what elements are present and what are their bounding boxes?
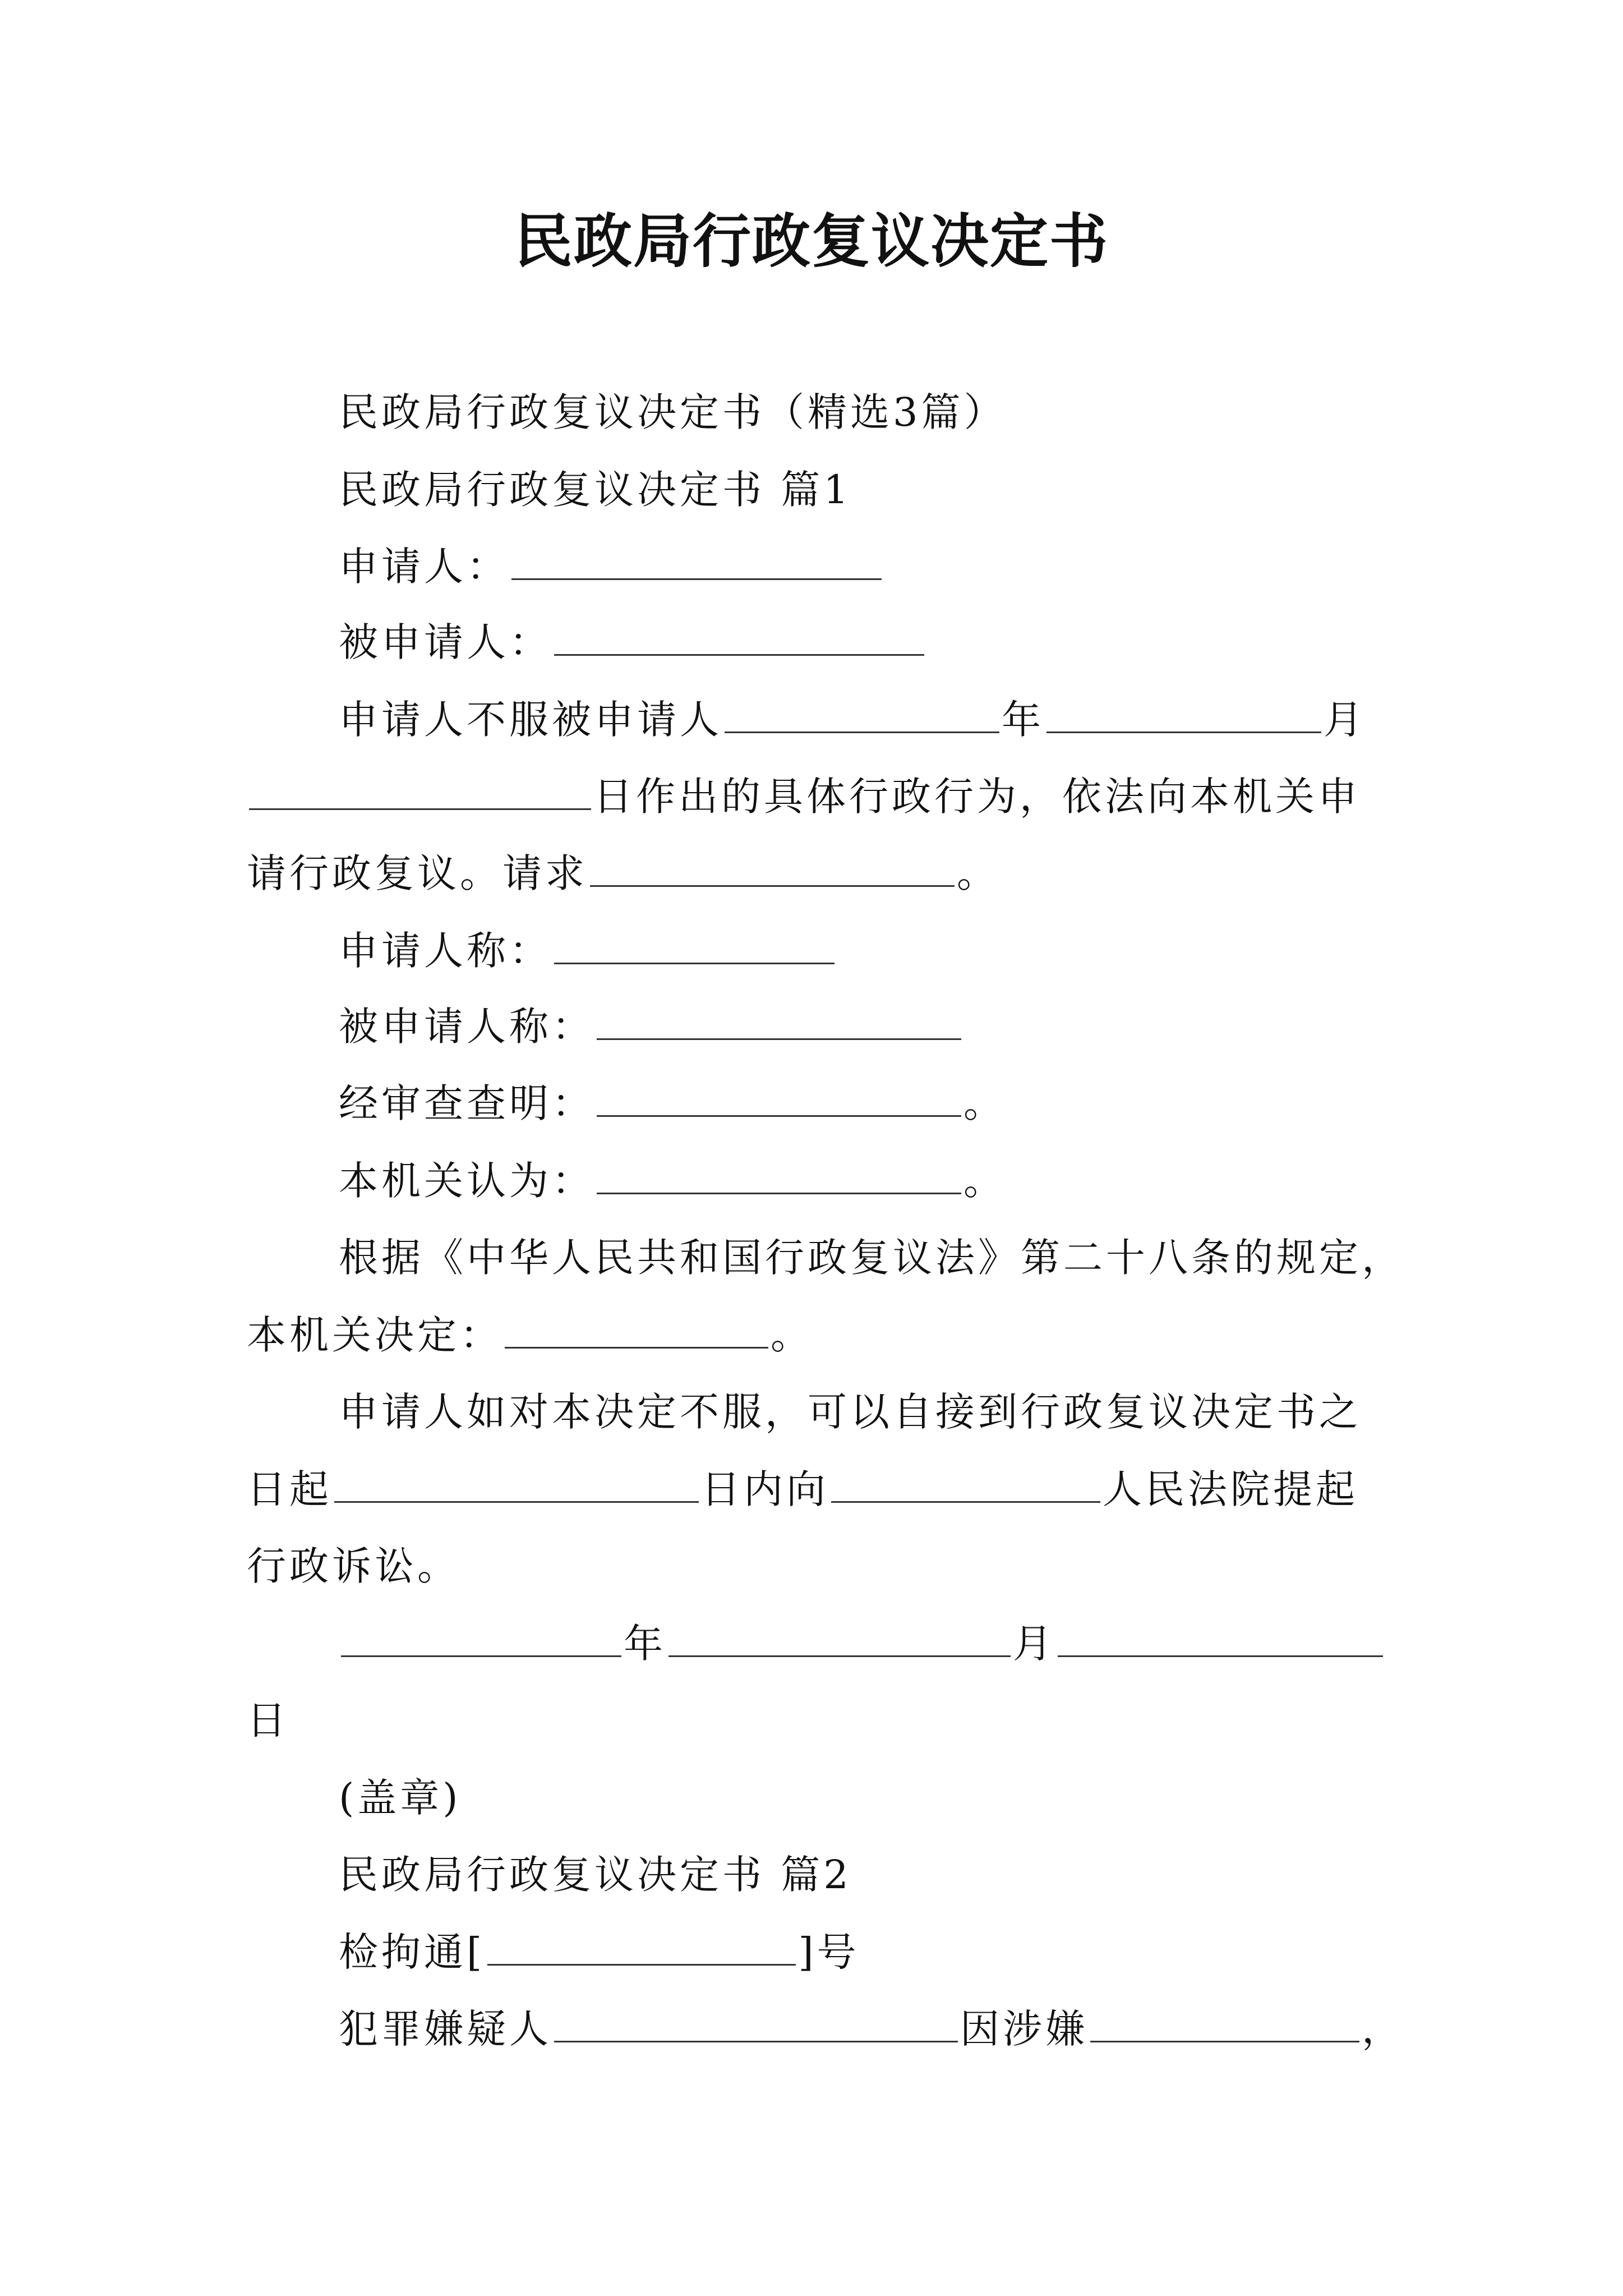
appeal-line3	[247, 1535, 460, 1597]
applicant-name-line	[339, 920, 837, 982]
para1-line2	[247, 766, 1361, 827]
date-month-blank	[668, 1621, 1011, 1657]
appeal-line1	[339, 1381, 1362, 1443]
suspect-name-blank	[554, 2006, 958, 2042]
part2-heading-text: 民政局行政复议决定书 篇2	[339, 1852, 852, 1898]
date-day-label: 日	[247, 1697, 289, 1743]
comma-mark: ，	[1362, 2006, 1404, 2052]
intro-line	[339, 381, 1007, 443]
basis-line1	[339, 1227, 1404, 1289]
date-line	[339, 1613, 1385, 1674]
year-label: 年	[1002, 697, 1044, 743]
respondent-line	[339, 611, 926, 673]
review-label: 经审查查明：	[339, 1080, 594, 1126]
request-blank	[590, 850, 955, 887]
period-mark: 。	[771, 1312, 813, 1358]
date-year-label: 年	[624, 1621, 666, 1667]
days-blank	[334, 1466, 699, 1503]
basis-text-a: 根据《中华人民共和国行政复议法》第二十八条的规定，	[339, 1235, 1404, 1281]
opinion-blank	[597, 1158, 961, 1194]
date-year-blank	[341, 1621, 621, 1657]
detention-text-b: ]号	[798, 1929, 860, 1975]
suspect-text-b: 因涉嫌	[960, 2006, 1088, 2052]
date-day-blank	[1058, 1621, 1383, 1657]
period-mark: 。	[957, 850, 999, 896]
decision-blank	[505, 1312, 768, 1349]
para1-text-a: 申请人不服被申请人	[339, 697, 722, 743]
document-title: 民政局行政复议决定书	[514, 206, 1109, 275]
period-mark: 。	[963, 1080, 1006, 1126]
appeal-text-b2: 日内向	[701, 1466, 829, 1512]
respondent-name-line	[339, 996, 963, 1057]
month-blank	[1046, 697, 1321, 733]
year-blank	[725, 697, 999, 733]
review-blank	[597, 1080, 961, 1117]
applicant-name-label: 申请人称：	[339, 928, 552, 974]
part1-heading	[339, 459, 852, 521]
intro-text: 民政局行政复议决定书（精选3篇）	[339, 389, 1007, 435]
basis-line2	[247, 1304, 813, 1366]
appeal-line2	[247, 1458, 1358, 1520]
detention-number-blank	[487, 1929, 796, 1966]
review-line	[339, 1073, 1006, 1134]
respondent-label: 被申请人：	[339, 619, 552, 665]
basis-text-b: 本机关决定：	[247, 1312, 502, 1358]
date-day-line	[247, 1690, 289, 1751]
detention-line	[339, 1921, 860, 1983]
para1-text-c: 请行政复议。请求	[247, 850, 588, 896]
seal-text: (盖章)	[339, 1775, 462, 1821]
day-blank	[249, 774, 591, 810]
appeal-text-b3: 人民法院提起	[1103, 1466, 1358, 1512]
para1-line3	[247, 843, 999, 904]
applicant-line	[339, 536, 884, 597]
period-mark: 。	[963, 1158, 1006, 1204]
suspect-text-a: 犯罪嫌疑人	[339, 2006, 552, 2052]
para1-line1	[339, 689, 1366, 751]
charge-blank	[1090, 2006, 1359, 2042]
part2-heading	[339, 1844, 852, 1906]
respondent-blank	[554, 619, 924, 656]
respondent-name-blank	[597, 1004, 961, 1040]
suspect-line	[339, 1998, 1404, 2060]
applicant-name-blank	[554, 928, 834, 964]
detention-text-a: 检拘通[	[339, 1929, 486, 1975]
para1-text-b: 日作出的具体行政行为，依法向本机关申	[593, 774, 1361, 820]
seal-line	[339, 1767, 462, 1829]
applicant-label: 申请人：	[339, 544, 509, 590]
opinion-line	[339, 1150, 1006, 1212]
respondent-name-label: 被申请人称：	[339, 1004, 594, 1050]
applicant-blank	[511, 544, 882, 580]
appeal-text-b1: 日起	[247, 1466, 332, 1512]
month-label: 月	[1324, 697, 1366, 743]
appeal-text-a: 申请人如对本决定不服，可以自接到行政复议决定书之	[339, 1389, 1362, 1435]
court-blank	[831, 1466, 1100, 1503]
appeal-text-c: 行政诉讼。	[247, 1543, 460, 1589]
date-month-label: 月	[1013, 1621, 1055, 1667]
part1-heading-text: 民政局行政复议决定书 篇1	[339, 467, 852, 513]
opinion-label: 本机关认为：	[339, 1158, 594, 1204]
